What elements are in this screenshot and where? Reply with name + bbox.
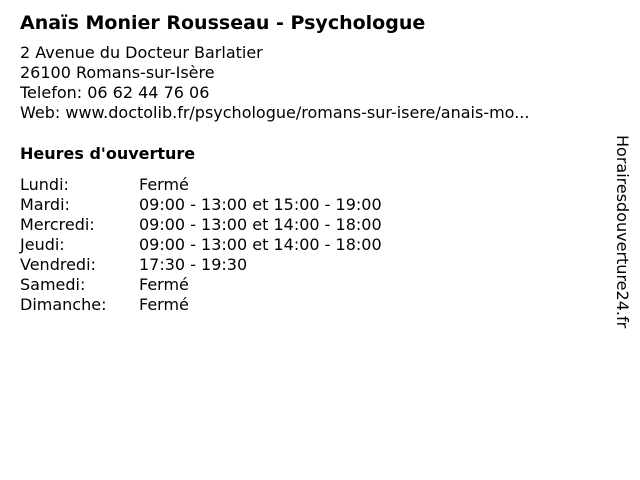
hours-time: Fermé <box>139 295 189 314</box>
hours-time: Fermé <box>139 275 189 294</box>
business-address <box>20 43 600 123</box>
hours-day: Jeudi: <box>20 235 65 254</box>
hours-row-monday <box>20 175 600 195</box>
hours-time: 09:00 - 13:00 et 15:00 - 19:00 <box>139 195 382 214</box>
hours-row-sunday <box>20 295 600 315</box>
hours-day: Vendredi: <box>20 255 96 274</box>
hours-title: Heures d'ouverture <box>20 144 196 163</box>
hours-day: Mardi: <box>20 195 70 214</box>
hours-day: Samedi: <box>20 275 86 294</box>
hours-day: Mercredi: <box>20 215 95 234</box>
hours-row-friday <box>20 255 600 275</box>
hours-time: 09:00 - 13:00 et 14:00 - 18:00 <box>139 215 382 234</box>
hours-row-wednesday <box>20 215 600 235</box>
hours-row-saturday <box>20 275 600 295</box>
business-card <box>20 9 600 315</box>
business-name: Anaïs Monier Rousseau - Psychologue <box>20 12 426 34</box>
web-line <box>20 103 600 123</box>
hours-time: 09:00 - 13:00 et 14:00 - 18:00 <box>139 235 382 254</box>
hours-time: Fermé <box>139 175 189 194</box>
phone-line <box>20 83 600 103</box>
city-line: 26100 Romans-sur-Isère <box>20 63 215 82</box>
phone-label: Telefon: <box>20 83 83 102</box>
hours-row-tuesday <box>20 195 600 215</box>
hours-table <box>20 175 600 315</box>
hours-time: 17:30 - 19:30 <box>139 255 248 274</box>
web-label: Web: <box>20 103 61 122</box>
site-watermark[interactable]: Horairesdouverture24.fr <box>613 135 632 329</box>
street-line: 2 Avenue du Docteur Barlatier <box>20 43 263 62</box>
hours-day: Lundi: <box>20 175 69 194</box>
hours-row-thursday <box>20 235 600 255</box>
phone-value[interactable]: 06 62 44 76 06 <box>87 83 210 102</box>
web-link[interactable]: www.doctolib.fr/psychologue/romans-sur-isere/anais-mo... <box>65 103 530 122</box>
hours-day: Dimanche: <box>20 295 107 314</box>
